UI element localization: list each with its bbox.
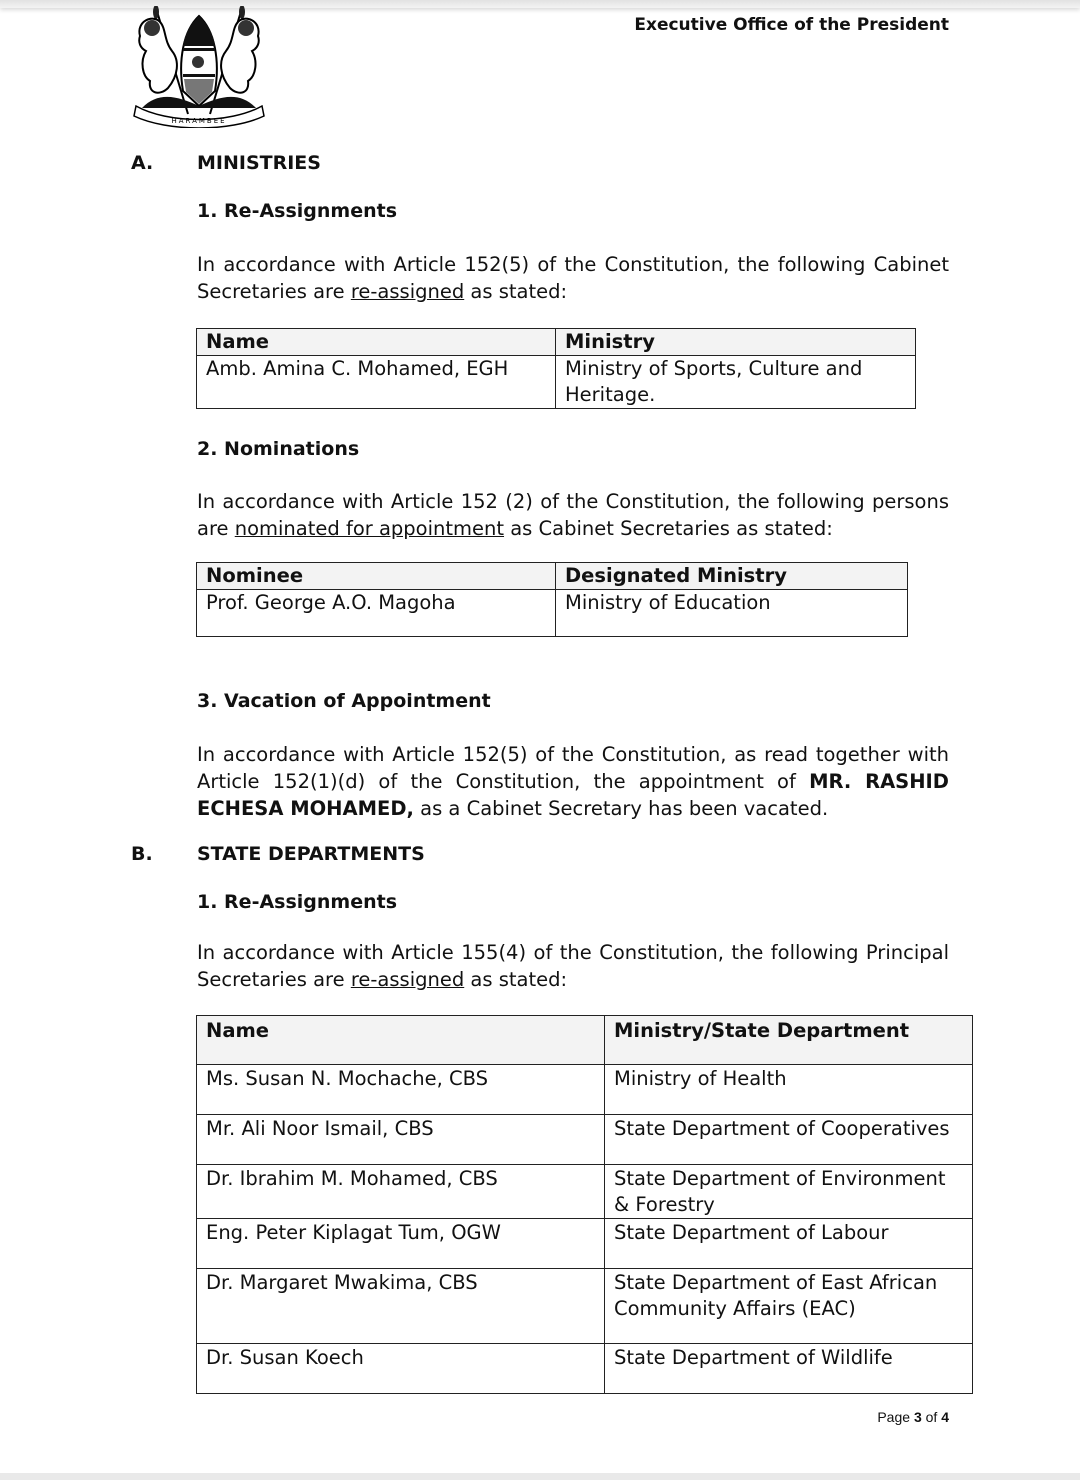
cell-name: Amb. Amina C. Mohamed, EGH <box>197 356 556 409</box>
table-row <box>197 1344 973 1394</box>
kenya-coat-of-arms-icon <box>128 6 270 128</box>
cell-department: State Department of East African Community Affairs (EAC) <box>605 1269 973 1344</box>
svg-text:HARAMBEE: HARAMBEE <box>171 117 227 125</box>
page-of: of <box>925 1409 938 1425</box>
section-b-title: STATE DEPARTMENTS <box>197 843 425 865</box>
paragraph-text: as a Cabinet Secretary has been vacated. <box>413 797 829 820</box>
cell-department: State Department of Wildlife <box>605 1344 973 1394</box>
section-a-nominations-heading: 2. Nominations <box>197 438 360 460</box>
vacated-person-name: MR. RASHID ECHESA MOHAMED, <box>197 770 949 820</box>
page-label: Page <box>877 1409 911 1425</box>
principal-secretaries-table <box>196 1015 973 1394</box>
paragraph-text: In accordance with Article 152 (2) of the Constitution, the following persons are <box>197 490 949 540</box>
table-row <box>197 1219 973 1269</box>
table-row <box>197 590 908 637</box>
table-row <box>197 356 916 409</box>
cabinet-nominations-table <box>196 562 908 637</box>
table-header-row <box>197 1016 973 1065</box>
page-total: 4 <box>941 1409 949 1425</box>
cell-name: Dr. Susan Koech <box>197 1344 605 1394</box>
column-header-name: Name <box>197 1016 605 1065</box>
page-current: 3 <box>913 1409 922 1425</box>
paragraph-text: In accordance with Article 155(4) of the Constitution, the following Principal Secretaries are <box>197 941 949 991</box>
cell-name: Dr. Ibrahim M. Mohamed, CBS <box>197 1165 605 1219</box>
section-b-letter: B. <box>131 843 153 865</box>
page-number <box>877 1409 949 1425</box>
cell-name: Mr. Ali Noor Ismail, CBS <box>197 1115 605 1165</box>
underlined-term: nominated for appointment <box>234 517 505 540</box>
column-header-nominee: Nominee <box>197 563 556 590</box>
cell-ministry: Ministry of Sports, Culture and Heritage. <box>556 356 916 409</box>
cell-name: Dr. Margaret Mwakima, CBS <box>197 1269 605 1344</box>
section-a-vacation-heading: 3. Vacation of Appointment <box>197 690 491 712</box>
table-row <box>197 1115 973 1165</box>
table-row <box>197 1165 973 1219</box>
paragraph-text: as stated: <box>464 968 568 991</box>
section-a-nominations-paragraph <box>197 488 949 542</box>
table-header-row <box>197 563 908 590</box>
table-row <box>197 1065 973 1115</box>
underlined-term: re-assigned <box>350 968 465 991</box>
cell-nominee: Prof. George A.O. Magoha <box>197 590 556 637</box>
table-header-row <box>197 329 916 356</box>
underlined-term: re-assigned <box>350 280 465 303</box>
office-title: Executive Office of the President <box>634 15 949 35</box>
cell-department: State Department of Cooperatives <box>605 1115 973 1165</box>
paragraph-text: as Cabinet Secretaries as stated: <box>504 517 833 540</box>
section-b-reassignments-paragraph <box>197 939 949 993</box>
section-a-title: MINISTRIES <box>197 152 321 174</box>
paragraph-text: In accordance with Article 152(5) of the Constitution, as read together with Article 152(1)(d) of the Constitution, the appointment of <box>197 743 949 793</box>
window-bottom-edge <box>0 1473 1080 1480</box>
section-a-reassignments-paragraph <box>197 251 949 305</box>
section-a-vacation-paragraph <box>197 741 949 822</box>
cell-designated-ministry: Ministry of Education <box>556 590 908 637</box>
cabinet-reassignments-table <box>196 328 916 409</box>
column-header-ministry-state-department: Ministry/State Department <box>605 1016 973 1065</box>
section-b-reassignments-heading: 1. Re-Assignments <box>197 891 398 913</box>
cell-department: State Department of Environment & Forestry <box>605 1165 973 1219</box>
section-a-letter: A. <box>131 152 154 174</box>
section-a-reassignments-heading: 1. Re-Assignments <box>197 200 398 222</box>
cell-name: Eng. Peter Kiplagat Tum, OGW <box>197 1219 605 1269</box>
paragraph-text: In accordance with Article 152(5) of the Constitution, the following Cabinet Secretaries are <box>197 253 949 303</box>
cell-department: Ministry of Health <box>605 1065 973 1115</box>
cell-name: Ms. Susan N. Mochache, CBS <box>197 1065 605 1115</box>
cell-department: State Department of Labour <box>605 1219 973 1269</box>
column-header-name: Name <box>197 329 556 356</box>
paragraph-text: as stated: <box>464 280 568 303</box>
column-header-ministry: Ministry <box>556 329 916 356</box>
column-header-designated-ministry: Designated Ministry <box>556 563 908 590</box>
table-row <box>197 1269 973 1344</box>
